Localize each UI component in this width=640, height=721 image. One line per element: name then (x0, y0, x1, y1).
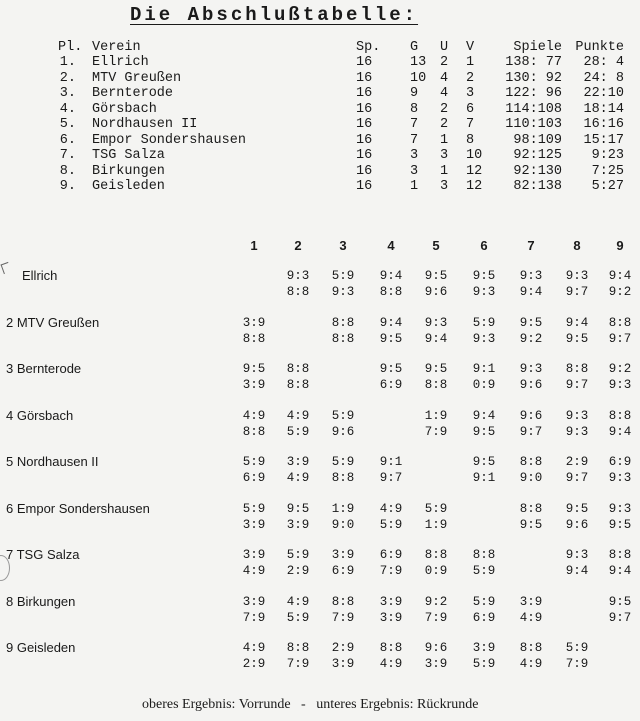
legend-footer: oberes Ergebnis: Vorrunde - unteres Ergebnis: Rückrunde (142, 697, 479, 712)
matrix-result-top: 9:5 (424, 362, 448, 376)
matrix-column-header: 9 (616, 238, 624, 253)
standings-cell-g: 7 (410, 117, 419, 132)
standings-cell-pl: 1. (59, 55, 76, 70)
matrix-result-top: 9:3 (565, 408, 589, 423)
standings-cell-pl: 4. (59, 101, 76, 117)
standings-header-u: U (440, 40, 449, 55)
matrix-result-top: 9:5 (379, 362, 403, 376)
matrix-team-label: 7 TSG Salza (6, 547, 80, 562)
matrix-result-bottom: 9:6 (424, 285, 448, 299)
matrix-result-bottom: 8:8 (242, 331, 266, 346)
matrix-result-bottom: 9:0 (519, 471, 543, 485)
standings-cell-verein: Ellrich (92, 55, 149, 70)
matrix-result-top: 1:9 (424, 408, 448, 423)
matrix-result-top: 8:8 (519, 455, 543, 469)
matrix-team-label: 6 Empor Sondershausen (6, 500, 150, 516)
matrix-result-bottom: 9:0 (331, 517, 355, 532)
standings-cell-punkte: 5:27 (591, 179, 624, 194)
matrix-result-bottom: 4:9 (379, 657, 403, 671)
matrix-column-header: 7 (527, 238, 535, 253)
matrix-result-bottom: 9:7 (608, 610, 632, 625)
standings-cell-g: 3 (410, 148, 419, 163)
standings-cell-sp: 16 (356, 179, 373, 194)
matrix-result-bottom: 9:3 (608, 471, 632, 485)
matrix-result-bottom: 9:2 (608, 285, 632, 299)
matrix-result-bottom: 2:9 (286, 564, 310, 578)
matrix-result-bottom: 9:3 (472, 331, 496, 346)
matrix-result-top: 9:5 (519, 315, 543, 330)
matrix-result-top: 5:9 (472, 594, 496, 609)
matrix-result-bottom: 9:5 (379, 331, 403, 346)
standings-cell-v: 8 (466, 132, 475, 148)
matrix-result-bottom: 7:9 (331, 610, 355, 625)
standings-cell-v: 2 (466, 70, 475, 86)
matrix-team-label: 8 Birkungen (6, 593, 76, 609)
standings-header-verein: Verein (92, 40, 141, 55)
matrix-result-top: 9:5 (424, 269, 448, 283)
standings-cell-punkte: 24: 8 (583, 70, 624, 86)
matrix-result-top: 9:3 (519, 362, 543, 376)
matrix-result-top: 9:1 (379, 455, 403, 469)
standings-cell-pl: 6. (59, 132, 76, 148)
standings-cell-spiele: 82:138 (513, 179, 562, 194)
standings-cell-sp: 16 (356, 70, 373, 86)
matrix-result-bottom: 9:6 (331, 424, 355, 439)
matrix-result-top: 9:4 (608, 269, 632, 283)
matrix-result-bottom: 9:4 (424, 331, 448, 346)
standings-cell-u: 4 (440, 70, 449, 86)
matrix-result-bottom: 2:9 (242, 657, 266, 671)
matrix-result-bottom: 9:4 (608, 564, 632, 578)
standings-cell-spiele: 130: 92 (505, 70, 562, 86)
matrix-result-top: 9:5 (472, 455, 496, 469)
matrix-result-top: 9:4 (565, 315, 589, 330)
standings-cell-v: 3 (466, 86, 475, 101)
matrix-result-top: 3:9 (242, 315, 266, 330)
standings-cell-g: 10 (410, 70, 427, 86)
standings-cell-v: 7 (466, 117, 475, 132)
matrix-team-label: 4 Görsbach (6, 407, 74, 423)
standings-cell-g: 1 (410, 179, 419, 194)
matrix-result-top: 9:3 (608, 501, 632, 516)
standings-cell-punkte: 28: 4 (583, 55, 624, 70)
matrix-column-header: 2 (294, 238, 302, 253)
matrix-result-top: 5:9 (331, 455, 355, 469)
matrix-result-top: 5:9 (424, 501, 448, 516)
standings-cell-u: 2 (440, 101, 449, 117)
matrix-team-label: 3 Bernterode (6, 361, 82, 376)
matrix-result-bottom: 9:7 (565, 378, 589, 392)
matrix-result-top: 4:9 (242, 641, 266, 655)
standings-cell-verein: Bernterode (92, 86, 174, 101)
matrix-result-top: 5:9 (242, 501, 266, 516)
standings-cell-spiele: 122: 96 (505, 86, 562, 101)
standings-header-v: V (466, 40, 475, 55)
matrix-team-label: 9 Geisleden (6, 640, 76, 655)
matrix-result-top: 2:9 (331, 641, 355, 655)
matrix-result-bottom: 9:5 (608, 517, 632, 532)
matrix-result-bottom: 9:4 (608, 424, 632, 439)
standings-header-punkte: Punkte (575, 40, 624, 55)
standings-header-spiele: Spiele (513, 40, 562, 55)
matrix-result-bottom: 1:9 (424, 517, 448, 532)
matrix-result-bottom: 7:9 (379, 564, 403, 578)
standings-cell-g: 3 (410, 163, 419, 179)
standings-cell-verein: Görsbach (92, 101, 157, 117)
standings-cell-v: 6 (466, 101, 475, 117)
matrix-result-bottom: 9:5 (472, 424, 496, 439)
matrix-result-bottom: 5:9 (472, 564, 496, 578)
matrix-result-bottom: 3:9 (331, 657, 355, 671)
matrix-result-bottom: 5:9 (286, 424, 310, 439)
matrix-result-top: 3:9 (519, 594, 543, 609)
matrix-result-top: 8:8 (379, 641, 403, 655)
matrix-column-header: 1 (250, 238, 258, 253)
matrix-result-top: 4:9 (379, 501, 403, 516)
matrix-result-top: 3:9 (331, 548, 355, 562)
standings-cell-punkte: 18:14 (583, 101, 624, 117)
matrix-column-header: 6 (480, 238, 488, 253)
matrix-result-top: 8:8 (565, 362, 589, 376)
standings-cell-spiele: 92:125 (513, 148, 562, 163)
matrix-result-bottom: 9:6 (519, 378, 543, 392)
matrix-result-bottom: 4:9 (519, 610, 543, 625)
standings-cell-sp: 16 (356, 101, 373, 117)
matrix-result-bottom: 3:9 (424, 657, 448, 671)
matrix-result-top: 8:8 (331, 315, 355, 330)
standings-cell-sp: 16 (356, 132, 373, 148)
matrix-result-bottom: 9:5 (565, 331, 589, 346)
matrix-result-top: 8:8 (608, 315, 632, 330)
standings-cell-pl: 5. (59, 117, 76, 132)
matrix-result-bottom: 8:8 (286, 378, 310, 392)
standings-cell-u: 3 (440, 179, 449, 194)
matrix-result-top: 9:3 (565, 269, 589, 283)
matrix-result-bottom: 4:9 (286, 471, 310, 485)
matrix-result-bottom: 9:7 (379, 471, 403, 485)
matrix-result-top: 8:8 (424, 548, 448, 562)
matrix-result-top: 9:4 (379, 269, 403, 283)
matrix-result-top: 3:9 (472, 641, 496, 655)
matrix-result-bottom: 8:8 (424, 378, 448, 392)
matrix-result-bottom: 5:9 (286, 610, 310, 625)
matrix-result-top: 8:8 (331, 594, 355, 609)
standings-cell-u: 1 (440, 163, 449, 179)
matrix-result-bottom: 7:9 (286, 657, 310, 671)
pen-mark (1, 262, 12, 274)
matrix-result-bottom: 0:9 (424, 564, 448, 578)
standings-cell-sp: 16 (356, 117, 373, 132)
standings-cell-u: 1 (440, 132, 449, 148)
standings-cell-verein: Geisleden (92, 179, 165, 194)
matrix-result-bottom: 5:9 (472, 657, 496, 671)
standings-cell-verein: TSG Salza (92, 148, 165, 163)
matrix-column-header: 3 (339, 238, 347, 253)
matrix-result-bottom: 9:1 (472, 471, 496, 485)
standings-cell-sp: 16 (356, 163, 373, 179)
matrix-result-bottom: 8:8 (286, 285, 310, 299)
matrix-result-top: 3:9 (286, 455, 310, 469)
matrix-result-top: 9:4 (472, 408, 496, 423)
matrix-result-top: 5:9 (565, 641, 589, 655)
standings-cell-spiele: 92:130 (513, 163, 562, 179)
standings-cell-g: 8 (410, 101, 419, 117)
standings-cell-punkte: 16:16 (583, 117, 624, 132)
matrix-result-top: 2:9 (565, 455, 589, 469)
standings-cell-u: 3 (440, 148, 449, 163)
matrix-result-bottom: 7:9 (242, 610, 266, 625)
standings-cell-u: 2 (440, 117, 449, 132)
matrix-result-top: 8:8 (286, 362, 310, 376)
matrix-result-bottom: 5:9 (379, 517, 403, 532)
matrix-result-top: 8:8 (519, 501, 543, 516)
standings-cell-pl: 2. (59, 70, 76, 86)
matrix-result-top: 9:5 (286, 501, 310, 516)
matrix-result-top: 4:9 (286, 408, 310, 423)
matrix-result-bottom: 3:9 (242, 378, 266, 392)
matrix-result-top: 8:8 (519, 641, 543, 655)
matrix-result-top: 5:9 (331, 408, 355, 423)
matrix-result-bottom: 9:7 (519, 424, 543, 439)
standings-cell-sp: 16 (356, 86, 373, 101)
matrix-result-bottom: 8:8 (379, 285, 403, 299)
matrix-result-bottom: 9:4 (565, 564, 589, 578)
matrix-result-top: 6:9 (379, 548, 403, 562)
standings-cell-spiele: 98:109 (513, 132, 562, 148)
standings-cell-verein: MTV Greußen (92, 70, 182, 86)
matrix-result-bottom: 6:9 (379, 378, 403, 392)
standings-cell-v: 12 (466, 179, 483, 194)
matrix-result-bottom: 9:7 (565, 471, 589, 485)
matrix-result-bottom: 6:9 (331, 564, 355, 578)
standings-header-g: G (410, 40, 419, 55)
matrix-result-bottom: 0:9 (472, 378, 496, 392)
matrix-result-top: 9:3 (424, 315, 448, 330)
matrix-result-bottom: 9:5 (519, 517, 543, 532)
matrix-result-bottom: 3:9 (286, 517, 310, 532)
matrix-result-bottom: 7:9 (565, 657, 589, 671)
matrix-result-top: 9:4 (379, 315, 403, 330)
matrix-result-top: 8:8 (286, 641, 310, 655)
matrix-result-bottom: 6:9 (472, 610, 496, 625)
standings-cell-punkte: 22:10 (583, 86, 624, 101)
matrix-result-top: 4:9 (242, 408, 266, 423)
standings-cell-spiele: 138: 77 (505, 55, 562, 70)
matrix-result-bottom: 4:9 (242, 564, 266, 578)
matrix-result-top: 9:3 (519, 269, 543, 283)
standings-header-sp: Sp. (356, 40, 381, 55)
matrix-result-bottom: 9:3 (331, 285, 355, 299)
matrix-column-header: 8 (573, 238, 581, 253)
standings-cell-v: 1 (466, 55, 475, 70)
matrix-result-top: 8:8 (608, 408, 632, 423)
matrix-result-top: 3:9 (242, 548, 266, 562)
standings-cell-verein: Nordhausen II (92, 117, 198, 132)
matrix-result-top: 5:9 (242, 455, 266, 469)
standings-cell-v: 12 (466, 163, 483, 179)
matrix-result-bottom: 6:9 (242, 471, 266, 485)
matrix-result-top: 4:9 (286, 594, 310, 609)
matrix-team-label: 5 Nordhausen II (6, 454, 99, 469)
matrix-result-top: 9:3 (286, 269, 310, 283)
matrix-result-top: 9:5 (565, 501, 589, 516)
standings-cell-spiele: 110:103 (505, 117, 562, 132)
matrix-result-top: 5:9 (286, 548, 310, 562)
matrix-result-bottom: 8:8 (242, 424, 266, 439)
matrix-result-bottom: 7:9 (424, 610, 448, 625)
matrix-result-top: 9:5 (608, 594, 632, 609)
matrix-column-header: 5 (432, 238, 440, 253)
standings-header-pl: Pl. (58, 40, 83, 55)
standings-cell-punkte: 7:25 (591, 163, 624, 179)
matrix-column-header: 4 (387, 238, 395, 253)
matrix-result-top: 9:5 (472, 269, 496, 283)
matrix-result-bottom: 7:9 (424, 424, 448, 439)
matrix-result-top: 9:6 (519, 408, 543, 423)
matrix-result-top: 3:9 (379, 594, 403, 609)
matrix-result-top: 8:8 (472, 548, 496, 562)
standings-cell-verein: Birkungen (92, 163, 165, 179)
standings-cell-u: 2 (440, 55, 449, 70)
standings-cell-pl: 9. (59, 179, 76, 194)
matrix-result-top: 9:2 (608, 362, 632, 376)
matrix-team-label: 2 MTV Greußen (6, 314, 100, 330)
matrix-result-top: 3:9 (242, 594, 266, 609)
matrix-result-top: 9:2 (424, 594, 448, 609)
standings-cell-spiele: 114:108 (505, 101, 562, 117)
matrix-result-top: 9:6 (424, 641, 448, 655)
standings-cell-pl: 3. (59, 86, 76, 101)
matrix-result-bottom: 3:9 (379, 610, 403, 625)
standings-cell-g: 9 (410, 86, 419, 101)
standings-cell-pl: 7. (59, 148, 76, 163)
standings-cell-sp: 16 (356, 148, 373, 163)
matrix-result-top: 5:9 (472, 315, 496, 330)
matrix-result-top: 1:9 (331, 501, 355, 516)
standings-cell-u: 4 (440, 86, 449, 101)
matrix-team-label: Ellrich (22, 268, 58, 283)
standings-cell-v: 10 (466, 148, 483, 163)
matrix-result-bottom: 9:4 (519, 285, 543, 299)
matrix-result-top: 9:5 (242, 362, 266, 376)
standings-cell-punkte: 9:23 (591, 148, 624, 163)
standings-cell-sp: 16 (356, 55, 373, 70)
matrix-result-bottom: 8:8 (331, 331, 355, 346)
matrix-result-bottom: 9:3 (565, 424, 589, 439)
matrix-result-bottom: 8:8 (331, 471, 355, 485)
matrix-result-bottom: 9:2 (519, 331, 543, 346)
matrix-result-top: 6:9 (608, 455, 632, 469)
standings-cell-g: 13 (410, 55, 427, 70)
matrix-result-bottom: 9:7 (565, 285, 589, 299)
standings-cell-pl: 8. (59, 163, 76, 179)
matrix-result-bottom: 9:7 (608, 331, 632, 346)
matrix-result-top: 9:1 (472, 362, 496, 376)
standings-cell-g: 7 (410, 132, 419, 148)
matrix-result-bottom: 9:3 (472, 285, 496, 299)
matrix-result-bottom: 3:9 (242, 517, 266, 532)
matrix-result-bottom: 4:9 (519, 657, 543, 671)
matrix-result-top: 5:9 (331, 269, 355, 283)
matrix-result-top: 8:8 (608, 548, 632, 562)
standings-cell-punkte: 15:17 (583, 132, 624, 148)
page-title: Die Abschlußtabelle: (130, 4, 419, 26)
matrix-result-bottom: 9:6 (565, 517, 589, 532)
matrix-result-top: 9:3 (565, 548, 589, 562)
standings-cell-verein: Empor Sondershausen (92, 132, 246, 148)
matrix-result-bottom: 9:3 (608, 378, 632, 392)
